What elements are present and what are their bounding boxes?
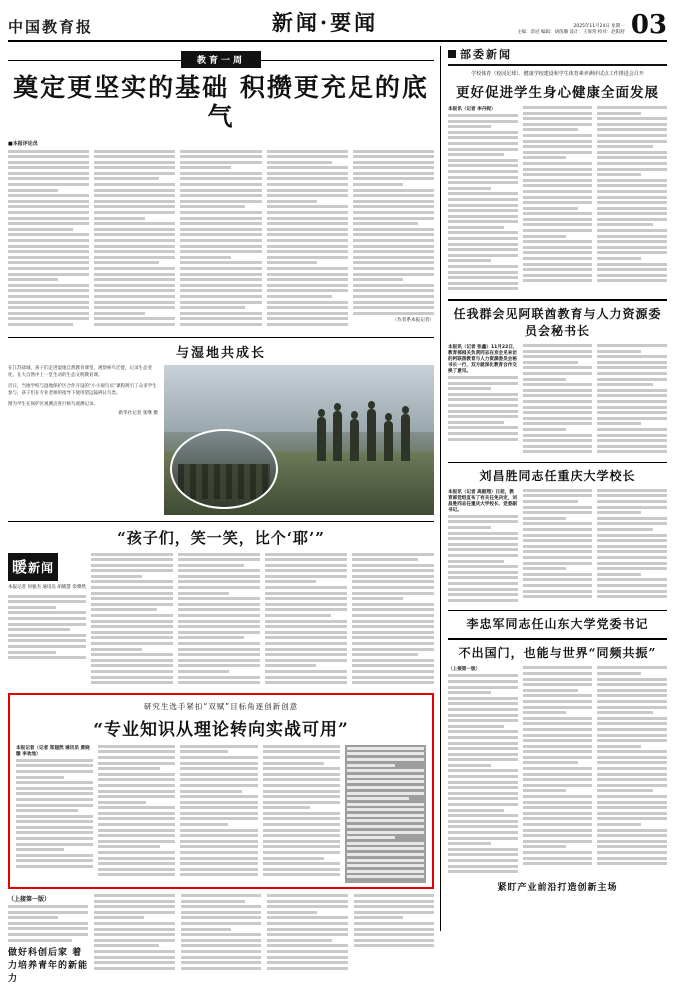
feature-text xyxy=(8,365,158,515)
ministry-news-header xyxy=(448,46,667,66)
rc1-col-2 xyxy=(523,106,593,293)
feature-title: 与湿地共成长 xyxy=(175,345,266,361)
bottom-mid-1 xyxy=(94,894,174,986)
highlight-col-4 xyxy=(263,745,340,883)
page-body xyxy=(8,46,667,984)
square-bullet-icon xyxy=(448,50,456,58)
bottom-strip xyxy=(8,894,434,986)
rc-article-4-headline: 李忠军同志任山东大学党委书记 xyxy=(466,617,649,632)
highlight-col-5 xyxy=(345,745,426,883)
rc-article-1 xyxy=(448,70,667,293)
rc-article-1-headline: 更好促进学生身心健康全面发展 xyxy=(456,85,659,101)
lead-col-2 xyxy=(94,150,175,329)
rc-article-1-kicker: 学校体育（校园足球）、健康学校建设和学生体育素养测评试点工作推进会召开 xyxy=(471,71,644,77)
lead-end-note: （作者系本报记者） xyxy=(392,318,435,324)
warm-news-badge xyxy=(8,553,86,687)
rc-article-3-columns xyxy=(448,489,667,605)
rc-article-2-source: 本报讯（记者 张鑫）11月22日，教育部相关负责同志在京会见来访的阿联酋教育与人力资源委员会秘书长一行，双方就深化教育合作交换了意见。 xyxy=(448,345,518,374)
rc-article-2-columns xyxy=(448,344,667,456)
right-column xyxy=(440,46,667,931)
rc-article-1-columns xyxy=(448,106,667,293)
masthead xyxy=(8,6,667,42)
highlight-columns xyxy=(16,745,426,883)
highlight-col-2 xyxy=(98,745,175,883)
rc-article-2-headline: 任我群会见阿联酋教育与人力资源委员会秘书长 xyxy=(453,307,662,338)
photo-figure xyxy=(367,409,376,461)
warm-badge-box xyxy=(8,553,58,581)
section-title: 新闻·要闻 xyxy=(271,10,379,35)
rc-article-1-source: 本报讯（记者 李丹妮） xyxy=(448,107,496,112)
bottom-right xyxy=(354,894,434,986)
lead-author: ■本报评论员 xyxy=(8,140,38,147)
editor-credits: 主编：余冠 编辑：胡茵璐 设计：王保常 校对：赵阳舒 xyxy=(517,30,625,36)
rc2-col-1 xyxy=(448,344,518,456)
feature-inner xyxy=(8,365,434,515)
rc-divider-4 xyxy=(448,638,667,640)
bottom-left xyxy=(8,894,88,986)
highlight-title: “专业知识从理论转向实战可用” xyxy=(93,719,349,740)
highlight-col-3 xyxy=(180,745,257,883)
highlight-byline: 本报记者（记者 郑翅然 通讯员 黄晓璇 李欢池） xyxy=(16,745,90,757)
rc-article-5 xyxy=(448,644,667,875)
rc3-col-3 xyxy=(597,489,667,605)
warm-col-3 xyxy=(265,553,347,687)
warm-news-body xyxy=(8,553,434,687)
photo-inset-detail xyxy=(178,464,270,499)
banner-rule-left xyxy=(8,51,181,61)
rc-divider-3 xyxy=(448,610,667,611)
warm-col-4 xyxy=(352,553,434,687)
photo-figure xyxy=(384,421,393,461)
rc5-col-2 xyxy=(523,666,593,875)
bottom-mid-3 xyxy=(267,894,347,986)
newspaper-logo: 中国教育报 xyxy=(8,18,94,36)
rc-article-2 xyxy=(448,305,667,456)
rc-divider-2 xyxy=(448,462,667,463)
rc-article-5-headline: 不出国门，也能与世界“同频共振” xyxy=(458,646,657,661)
lead-columns xyxy=(8,150,434,329)
rc5-col-3 xyxy=(597,666,667,875)
feature-photo xyxy=(164,365,434,515)
warm-news-article xyxy=(8,521,434,687)
highlight-kicker: 研究生选手紧扣“双赋”目标角逐创新创意 xyxy=(143,701,299,711)
feature-byline: 新华社记者 张继 摄 xyxy=(118,411,158,417)
ministry-news-title: 部委新闻 xyxy=(460,48,512,61)
rc-article-3-source: 本报讯（记者 高毅翔）日前，教育部党组宣布了有关任免决定，刘昌胜同志任重庆大学校长、党委副书记。 xyxy=(448,489,517,513)
rc-article-5-note: （上接第一版） xyxy=(448,667,481,673)
lead-col-5 xyxy=(353,150,434,329)
page-number: 03 xyxy=(630,9,667,40)
warm-badge-bottom: 新闻 xyxy=(28,560,55,575)
rc1-col-3 xyxy=(597,106,667,293)
rc-article-4 xyxy=(448,615,667,632)
publish-date: 2025年11月24日 星期一 xyxy=(573,23,625,29)
rc2-col-3 xyxy=(597,344,667,456)
rc-article-3-headline: 刘昌胜同志任重庆大学校长 xyxy=(479,468,636,483)
lead-col-4 xyxy=(267,150,348,329)
photo-figure xyxy=(350,419,359,461)
rc1-col-1 xyxy=(448,106,518,293)
rc-article-3 xyxy=(448,467,667,605)
bottom-left-note: （上接第一版） xyxy=(8,896,51,903)
photo-figure xyxy=(333,411,342,461)
feature-caption-2: 近日，当地学校与湿地保护区合作开设的“小小观鸟员”课程吸引了众多学生参与，孩子们在专业老师的指导下使用望远镜辨认鸟类。 xyxy=(8,383,157,397)
section-banner xyxy=(8,51,434,68)
rc3-col-1 xyxy=(448,489,518,605)
lead-col-3 xyxy=(180,150,261,329)
rc-divider-1 xyxy=(448,299,667,301)
feature-caption-3: 图为学生在保护区观测点进行候鸟观测记录。 xyxy=(8,402,98,408)
feature-caption-1: 在江苏盐城，孩子们走进湿地自然教育课堂，观察候鸟迁徙，记录生态变化，在大自然中上一堂生动的生态文明教育课。 xyxy=(8,365,152,378)
left-column xyxy=(8,46,440,984)
bottom-left-head: 做好科创后家 着力培养青年的新能力 xyxy=(8,947,89,984)
warm-col-2 xyxy=(178,553,260,687)
banner-rule-right xyxy=(261,51,434,61)
warm-col-1 xyxy=(91,553,173,687)
photo-figure xyxy=(317,417,326,461)
banner-tag: 教育一周 xyxy=(181,51,261,68)
feature-article xyxy=(8,337,434,515)
photo-figure xyxy=(401,414,410,461)
photo-inset xyxy=(170,429,278,509)
bottom-mid-2 xyxy=(181,894,261,986)
lead-headline: 奠定更坚实的基础 积攒更充足的底气 xyxy=(13,73,429,131)
masthead-meta xyxy=(517,24,625,38)
rc-bottom-title: 紧盯产业前沿打造创新主场 xyxy=(497,882,618,893)
highlight-col-1 xyxy=(16,745,93,883)
rc5-col-1 xyxy=(448,666,518,875)
lead-col-1 xyxy=(8,150,89,329)
rc-article-5-columns xyxy=(448,666,667,875)
warm-news-title: “孩子们，笑一笑，比个‘耶’” xyxy=(117,528,325,547)
photo-people xyxy=(313,401,426,461)
rc3-col-2 xyxy=(523,489,593,605)
warm-badge-top: 暖 xyxy=(12,557,29,576)
warm-badge-credit: 本报记者 何强杰 通讯员 胡晓慧 余肇然 xyxy=(8,584,86,590)
highlighted-article[interactable] xyxy=(8,693,434,889)
rc2-col-2 xyxy=(523,344,593,456)
masthead-right xyxy=(517,9,667,40)
